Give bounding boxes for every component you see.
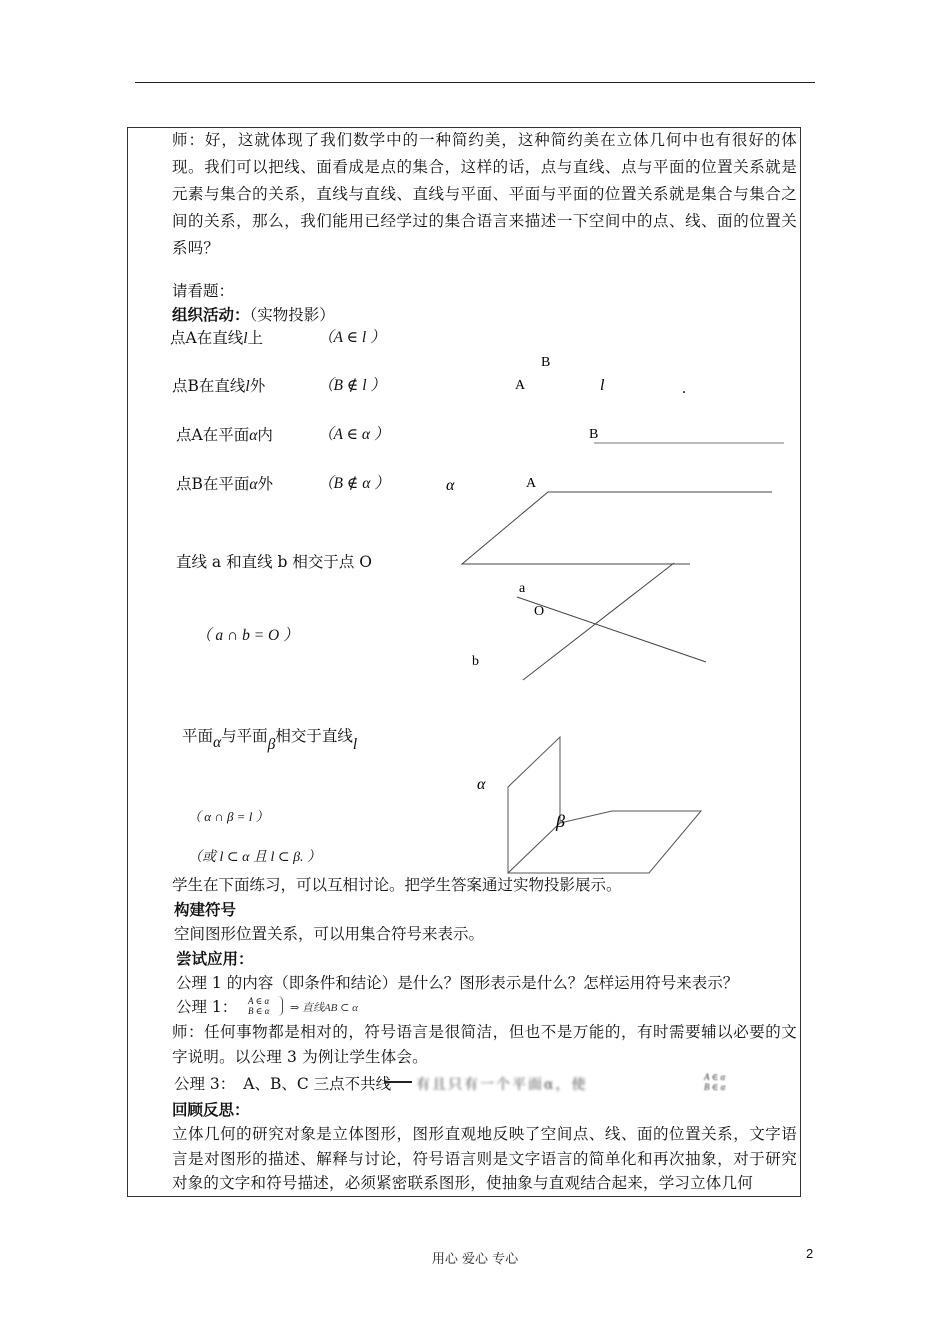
relation-symbol: l <box>243 330 248 347</box>
label-A-line: A <box>515 378 526 393</box>
planes-text: 平面 <box>182 727 214 745</box>
axiom3-sym: B ∈ α <box>704 1082 726 1092</box>
label-beta-horizontal: β <box>556 811 565 831</box>
relation-notation: （A ∈ l ） <box>318 329 386 346</box>
construct-heading: 构建符号 <box>174 900 237 919</box>
planes-alpha: α <box>213 734 222 751</box>
axiom3-line <box>174 1072 391 1096</box>
label-l-line: l <box>600 377 605 394</box>
label-B-plane: B <box>589 427 599 442</box>
relation-text: 内 <box>257 426 273 444</box>
review-heading: 回顾反思： <box>172 1100 250 1119</box>
teacher-remark: 师：任何事物都是相对的，符号语言是很简洁，但也不是万能的，有时需要辅以必要的文字说明。以公理 3 为例让学生体会。 <box>172 1023 797 1066</box>
construct-text: 空间图形位置关系，可以用集合符号来表示。 <box>174 925 485 943</box>
page-number: 2 <box>806 1246 814 1261</box>
intro-paragraph: 师：好，这就体现了我们数学中的一种简约美，这种简约美在立体几何中也有很好的体现。我们可以把线、面看成是点的集合，这样的话，点与直线、点与平面的位置关系就是元素与集合的关系，直线与直线、直线与平面、平面与平面的位置关系就是集合与集合之间的关系，那么，我们能用已经学过的集合语言来描述一下空间中的点、线、面的位置关系吗？ <box>172 131 797 257</box>
plane-alpha-vertical <box>508 737 560 873</box>
label-a-line: a <box>519 581 526 596</box>
intersect-lines-text: 直线 a 和直线 b 相交于点 O <box>176 553 373 571</box>
axiom1-condition: A ∈ α <box>248 996 270 1006</box>
planes-text: 相交于直线 <box>275 727 353 745</box>
relation-text: 点A在直线 <box>170 329 244 347</box>
footer-motto: 用心 爱心 专心 <box>431 1252 519 1267</box>
practice-line: 学生在下面练习，可以互相讨论。把学生答案通过实物投影展示。 <box>172 876 622 894</box>
planes-notation-1: （ α ∩ β = l ） <box>188 809 269 824</box>
axiom3-sym: A ∈ α <box>704 1072 726 1082</box>
axiom3-text: A、B、C 三点不共线 <box>243 1075 392 1093</box>
planes-line: l <box>352 736 358 753</box>
activity-note: （实物投影） <box>249 306 335 324</box>
planes-text: 与平面 <box>221 727 268 745</box>
label-O-point: O <box>534 604 545 619</box>
relation-text: 外 <box>249 377 266 395</box>
axiom1-label: 公理 1： <box>176 998 238 1016</box>
axiom1-conditions <box>248 996 269 1016</box>
label-alpha-plane: α <box>446 477 455 494</box>
label-alpha-vertical: α <box>477 776 486 793</box>
planes-beta: β <box>267 736 276 753</box>
relation-text: 点A在平面 <box>176 426 250 444</box>
line-b <box>517 597 706 662</box>
label-A-plane: A <box>526 476 537 491</box>
relation-notation: （B ∉ l ） <box>318 377 386 394</box>
relation-notation: （B ∉ α ） <box>318 475 390 492</box>
planes-notation-2: （或 l ⊂ α 且 l ⊂ β. ） <box>188 850 322 865</box>
prompt-line: 请看题： <box>172 282 235 300</box>
relation-symbol: α <box>249 427 258 444</box>
axiom3-symbols <box>704 1072 725 1092</box>
axiom3-blurred-text: 有且只有一个平面α，使 <box>416 1077 588 1093</box>
label-b-line: b <box>472 654 479 669</box>
apply-question: 公理 1 的内容（即条件和结论）是什么？图形表示是什么？怎样运用符号来表示？ <box>176 974 739 992</box>
relation-text: 上 <box>247 329 264 347</box>
relation-notation: （A ∈ α ） <box>318 426 390 443</box>
axiom1-condition: B ∈ α <box>248 1006 270 1016</box>
relation-symbol: l <box>245 378 250 395</box>
relation-symbol: α <box>249 476 258 493</box>
plane-beta-horizontal <box>508 811 701 873</box>
relation-text: 点B在直线 <box>172 377 246 395</box>
plane-parallelogram <box>462 492 772 564</box>
axiom3-label: 公理 3： <box>174 1075 236 1093</box>
activity-heading: 组织活动： <box>172 305 250 324</box>
relation-text: 外 <box>257 475 274 493</box>
relation-text: 点B在平面 <box>176 475 250 493</box>
axiom3-dash <box>384 1081 412 1083</box>
label-dot: . <box>682 380 686 397</box>
axiom1-result: ⇒ 直线AB ⊂ α <box>290 1002 358 1014</box>
line-a <box>523 563 674 680</box>
axiom1-brace <box>278 996 283 1016</box>
intersect-lines-notation: （ a ∩ b = O ） <box>196 627 299 644</box>
label-B-top: B <box>541 355 551 370</box>
review-text: 立体几何的研究对象是立体图形，图形直观地反映了空间点、线、面的位置关系，文字语言是对图形的描述、解释与讨论，符号语言则是文字语言的简单化和再次抽象，对于研究对象的文字和符号描述，必须紧密联系图形，使抽象与直观结合起来，学习立体几何 <box>172 1125 797 1192</box>
apply-heading: 尝试应用： <box>176 949 254 968</box>
